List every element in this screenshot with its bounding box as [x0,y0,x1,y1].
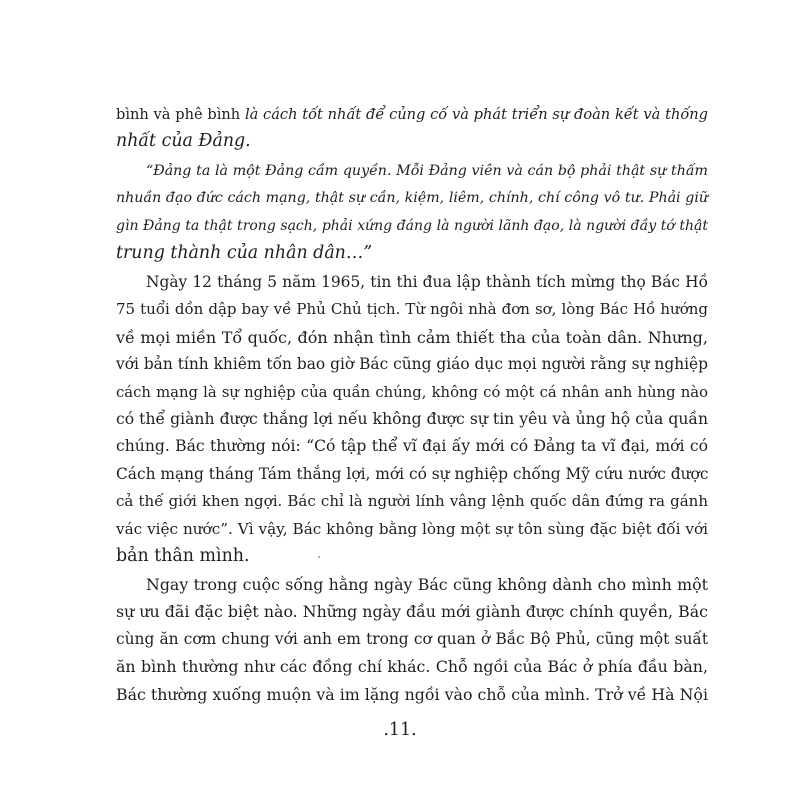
print-speck [318,556,320,558]
paragraph-4-line: Bác thường xuống muộn và im lặng ngồi vào chỗ của mình. Trở về Hà Nội [116,684,708,704]
paragraph-3-line: Cách mạng tháng Tám thắng lợi, mới có sự nghiệp chống Mỹ cứu nước được [116,464,709,483]
paragraph-3-line: vác việc nước”. Vì vậy, Bác không bằng lòng một sự tôn sùng đặc biệt đối với [116,519,708,538]
paragraph-3-line: Ngày 12 tháng 5 năm 1965, tin thi đua lập thành tích mừng thọ Bác Hồ [146,273,708,291]
paragraph-1-italic-text: là cách tốt nhất để củng cố và phát triển sự đoàn kết và thống [244,106,709,123]
page-number: .11. [383,720,417,740]
paragraph-4-line: sự ưu đãi đặc biệt nào. Những ngày đầu mới giành được chính quyền, Bác [116,602,708,622]
quote-paragraph [116,158,708,268]
paragraph-3-line: về mọi miền Tổ quốc, đón nhận tình cảm thiết tha của toàn dân. Nhưng, [116,327,708,347]
paragraph-1-line-2 [116,128,708,155]
quote-line-2: nhuần đạo đức cách mạng, thật sự cần, kiệm, liêm, chính, chí công vô tư. Phải giữ [116,190,708,207]
quote-line-4: trung thành của nhân dân…” [116,243,373,264]
paragraph-4-line: cùng ăn cơm chung với anh em trong cơ quan ở Bắc Bộ Phủ, cũng một suất [116,629,708,648]
quote-line-1: “Đảng ta là một Đảng cầm quyền. Mỗi Đảng viên và cán bộ phải thật sự thấm [146,163,708,179]
paragraph-4 [116,571,708,708]
paragraph-3-line: 75 tuổi dồn dập bay về Phủ Chủ tịch. Từ ngôi nhà đơn sơ, lòng Bác Hồ hướng [116,300,708,319]
paragraph-3-line: cách mạng là sự nghiệp của quần chúng, không có một cá nhân anh hùng nào [116,383,708,401]
quote-line-3: gìn Đảng ta thật trong sạch, phải xứng đáng là người lãnh đạo, là người đầy tớ thật [116,217,708,234]
paragraph-1 [116,101,708,156]
paragraph-1-line-1 [116,101,708,128]
paragraph-3-line: bản thân mình. [116,546,250,567]
paragraph-1-lead: bình và phê bình [116,106,241,123]
paragraph-1-line-2-text: nhất của Đảng. [116,131,251,152]
paragraph-4-line: Ngay trong cuộc sống hằng ngày Bác cũng không dành cho mình một [146,575,708,594]
paragraph-3 [116,269,708,570]
paragraph-4-line: ăn bình thường như các đồng chí khác. Chỗ ngồi của Bác ở phía đầu bàn, [116,657,708,677]
paragraph-3-line: có thể giành được thắng lợi nếu không được sự tin yêu và ủng hộ của quần [116,410,708,429]
paragraph-3-line: chúng. Bác thường nói: “Có tập thể vĩ đại ấy mới có Đảng ta vĩ đại, mới có [116,437,708,456]
paragraph-3-line: cả thế giới khen ngợi. Bác chỉ là người lính vâng lệnh quốc dân đứng ra gánh [116,492,708,511]
paragraph-3-line: với bản tính khiêm tốn bao giờ Bác cũng giáo dục mọi người rằng sự nghiệp [116,355,708,374]
